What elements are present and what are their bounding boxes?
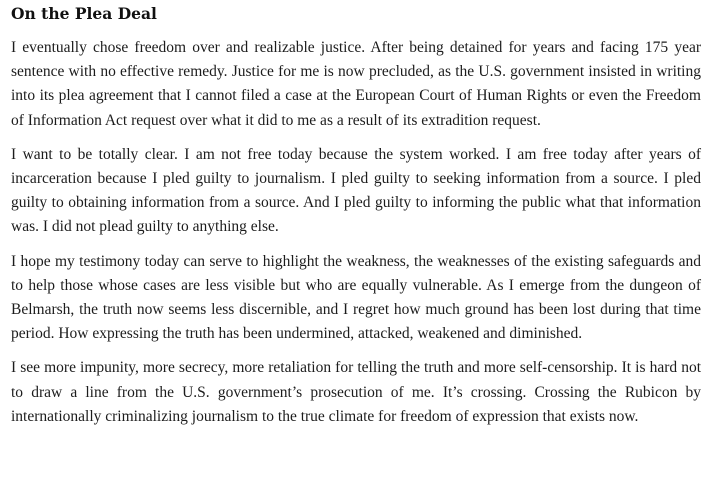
paragraph-testimony: I hope my testimony today can serve to highlight the weakness, the weaknesses of the existing safeguards and to help those whose cases are less visible but who are equally vulnerable. As I emerge from the dungeon of Belmarsh, the truth now seems less discernible, and I regret how much ground has been lost during that time period. How expressing the truth has been undermined, attacked, weakened and diminished. xyxy=(11,252,701,343)
section-heading: On the Plea Deal xyxy=(11,4,157,23)
paragraph-pled-guilty: I want to be totally clear. I am not free today because the system worked. I am free today after years of incarceration because I pled guilty to journalism. I pled guilty to seeking information from a source. I pled guilty to obtaining information from a source. And I pled guilty to informing the public what that information was. I did not plead guilty to anything else. xyxy=(11,145,701,236)
paragraph-impunity: I see more impunity, more secrecy, more retaliation for telling the truth and more self-censorship. It is hard not to draw a line from the U.S. government’s prosecution of me. It’s crossing. Crossing the Rubicon by internationally criminalizing journalism to the true climate for freedom of expression that exists now. xyxy=(11,359,701,425)
paragraph-plea-choice: I eventually chose freedom over and realizable justice. After being detained for years and facing 175 year sentence with no effective remedy. Justice for me is now precluded, as the U.S. government insisted in writing into its plea agreement that I cannot filed a case at the European Court of Human Rights or even the Freedom of Information Act request over what it did to me as a result of its extradition request. xyxy=(11,39,701,129)
article xyxy=(11,4,701,439)
